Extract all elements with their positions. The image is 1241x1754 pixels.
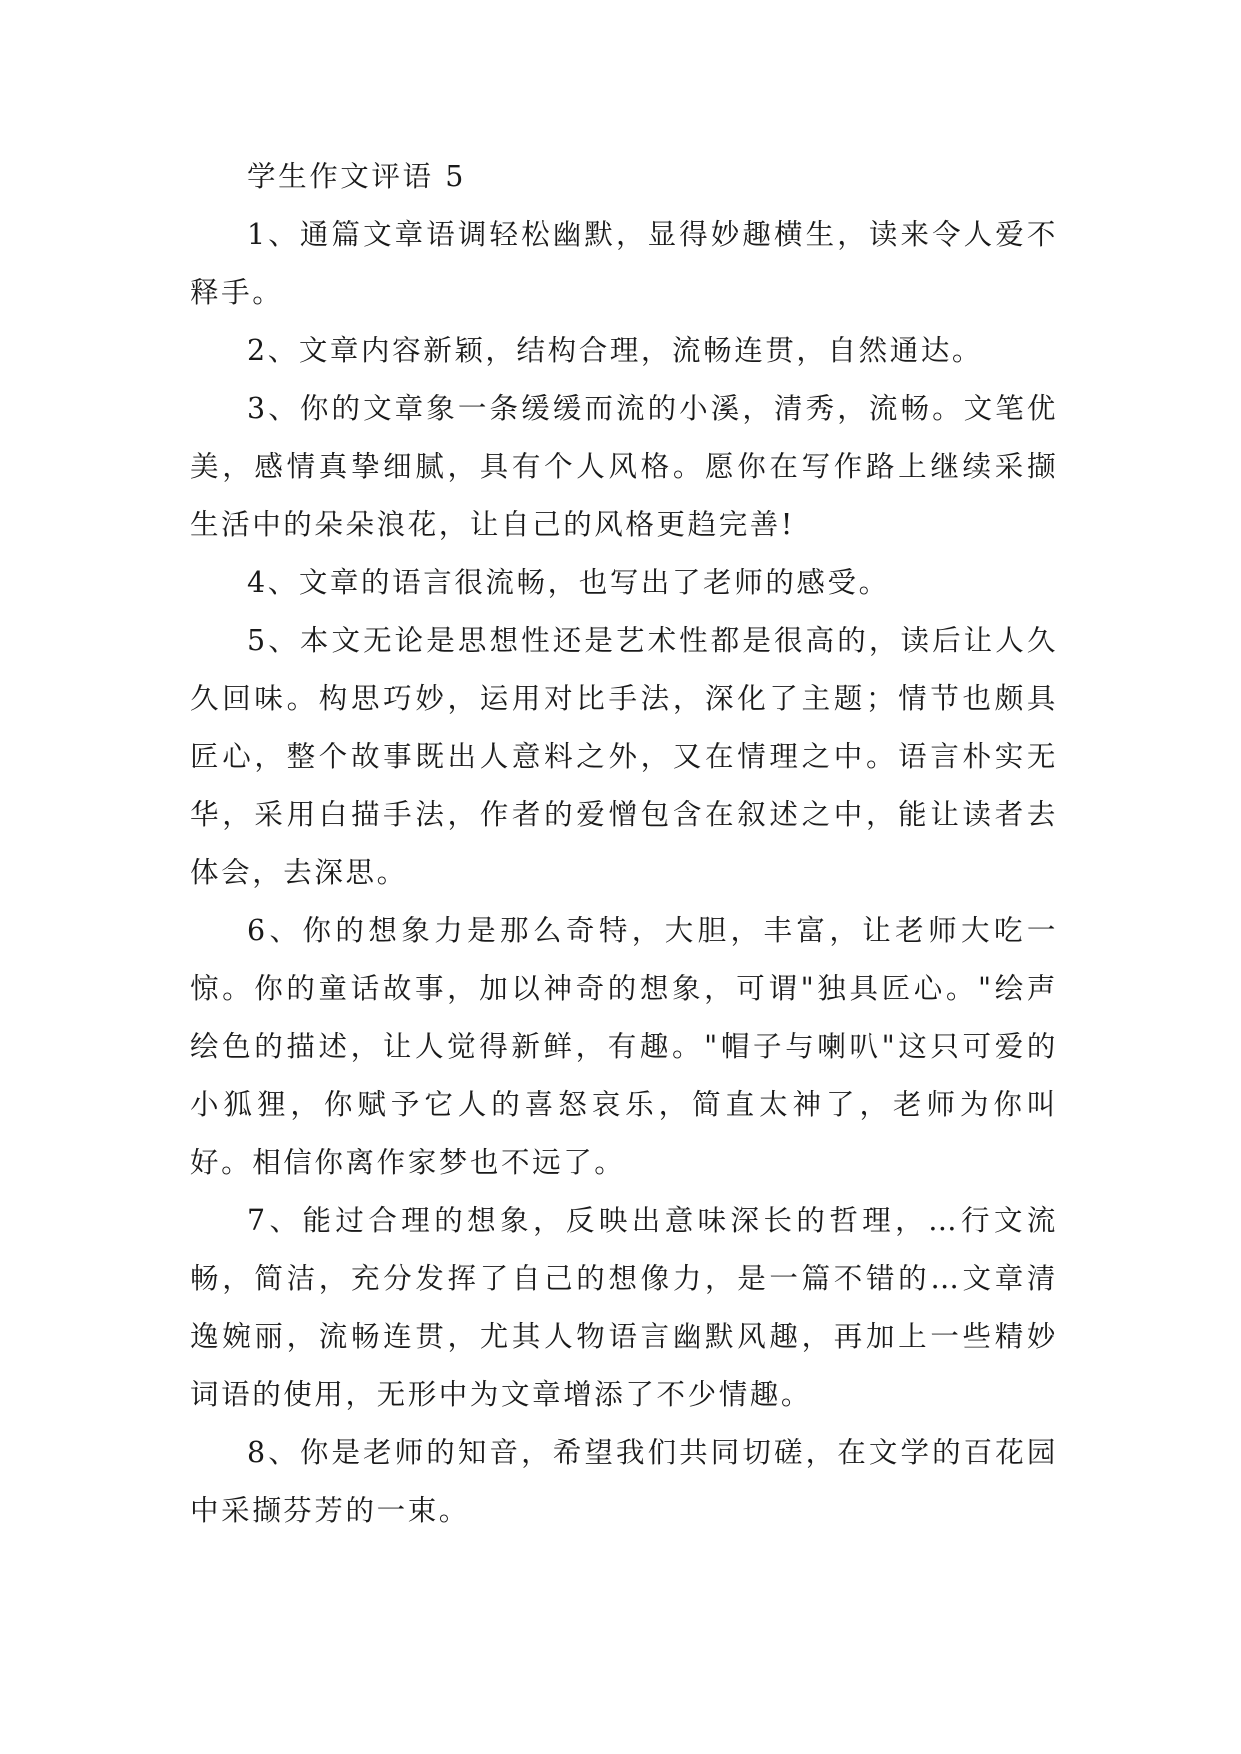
comment-paragraph-2: 2、文章内容新颖，结构合理，流畅连贯，自然通达。: [247, 334, 984, 367]
comment-paragraph-3: 3、你的文章象一条缓缓而流的小溪，清秀，流畅。文笔优美，感情真挚细腻，具有个人风格。愿你在写作路上继续采撷生活中的朵朵浪花，让自己的风格更趋完善!: [190, 392, 1058, 541]
comment-paragraph-7: 7、能过合理的想象，反映出意味深长的哲理，…行文流畅，简洁，充分发挥了自己的想像力，是一篇不错的…文章清逸婉丽，流畅连贯，尤其人物语言幽默风趣，再加上一些精妙词语的使用，无形中为文章增添了不少情趣。: [190, 1204, 1058, 1411]
comment-paragraph-5: 5、本文无论是思想性还是艺术性都是很高的，读后让人久久回味。构思巧妙，运用对比手法，深化了主题；情节也颇具匠心，整个故事既出人意料之外，又在情理之中。语言朴实无华，采用白描手法，作者的爱憎包含在叙述之中，能让读者去体会，去深思。: [190, 624, 1058, 889]
document-body: [190, 148, 1058, 1540]
comment-paragraph-8: 8、你是老师的知音，希望我们共同切磋，在文学的百花园中采撷芬芳的一束。: [190, 1436, 1058, 1527]
document-title: 学生作文评语 5: [247, 160, 466, 193]
comment-paragraph-1: 1、通篇文章语调轻松幽默，显得妙趣横生，读来令人爱不释手。: [190, 218, 1058, 309]
comment-paragraph-4: 4、文章的语言很流畅，也写出了老师的感受。: [247, 566, 890, 599]
comment-paragraph-6: 6、你的想象力是那么奇特，大胆，丰富，让老师大吃一惊。你的童话故事，加以神奇的想象，可谓"独具匠心。"绘声绘色的描述，让人觉得新鲜，有趣。"帽子与喇叭"这只可爱的小狐狸，你赋予它人的喜怒哀乐，简直太神了，老师为你叫好。相信你离作家梦也不远了。: [190, 914, 1058, 1179]
